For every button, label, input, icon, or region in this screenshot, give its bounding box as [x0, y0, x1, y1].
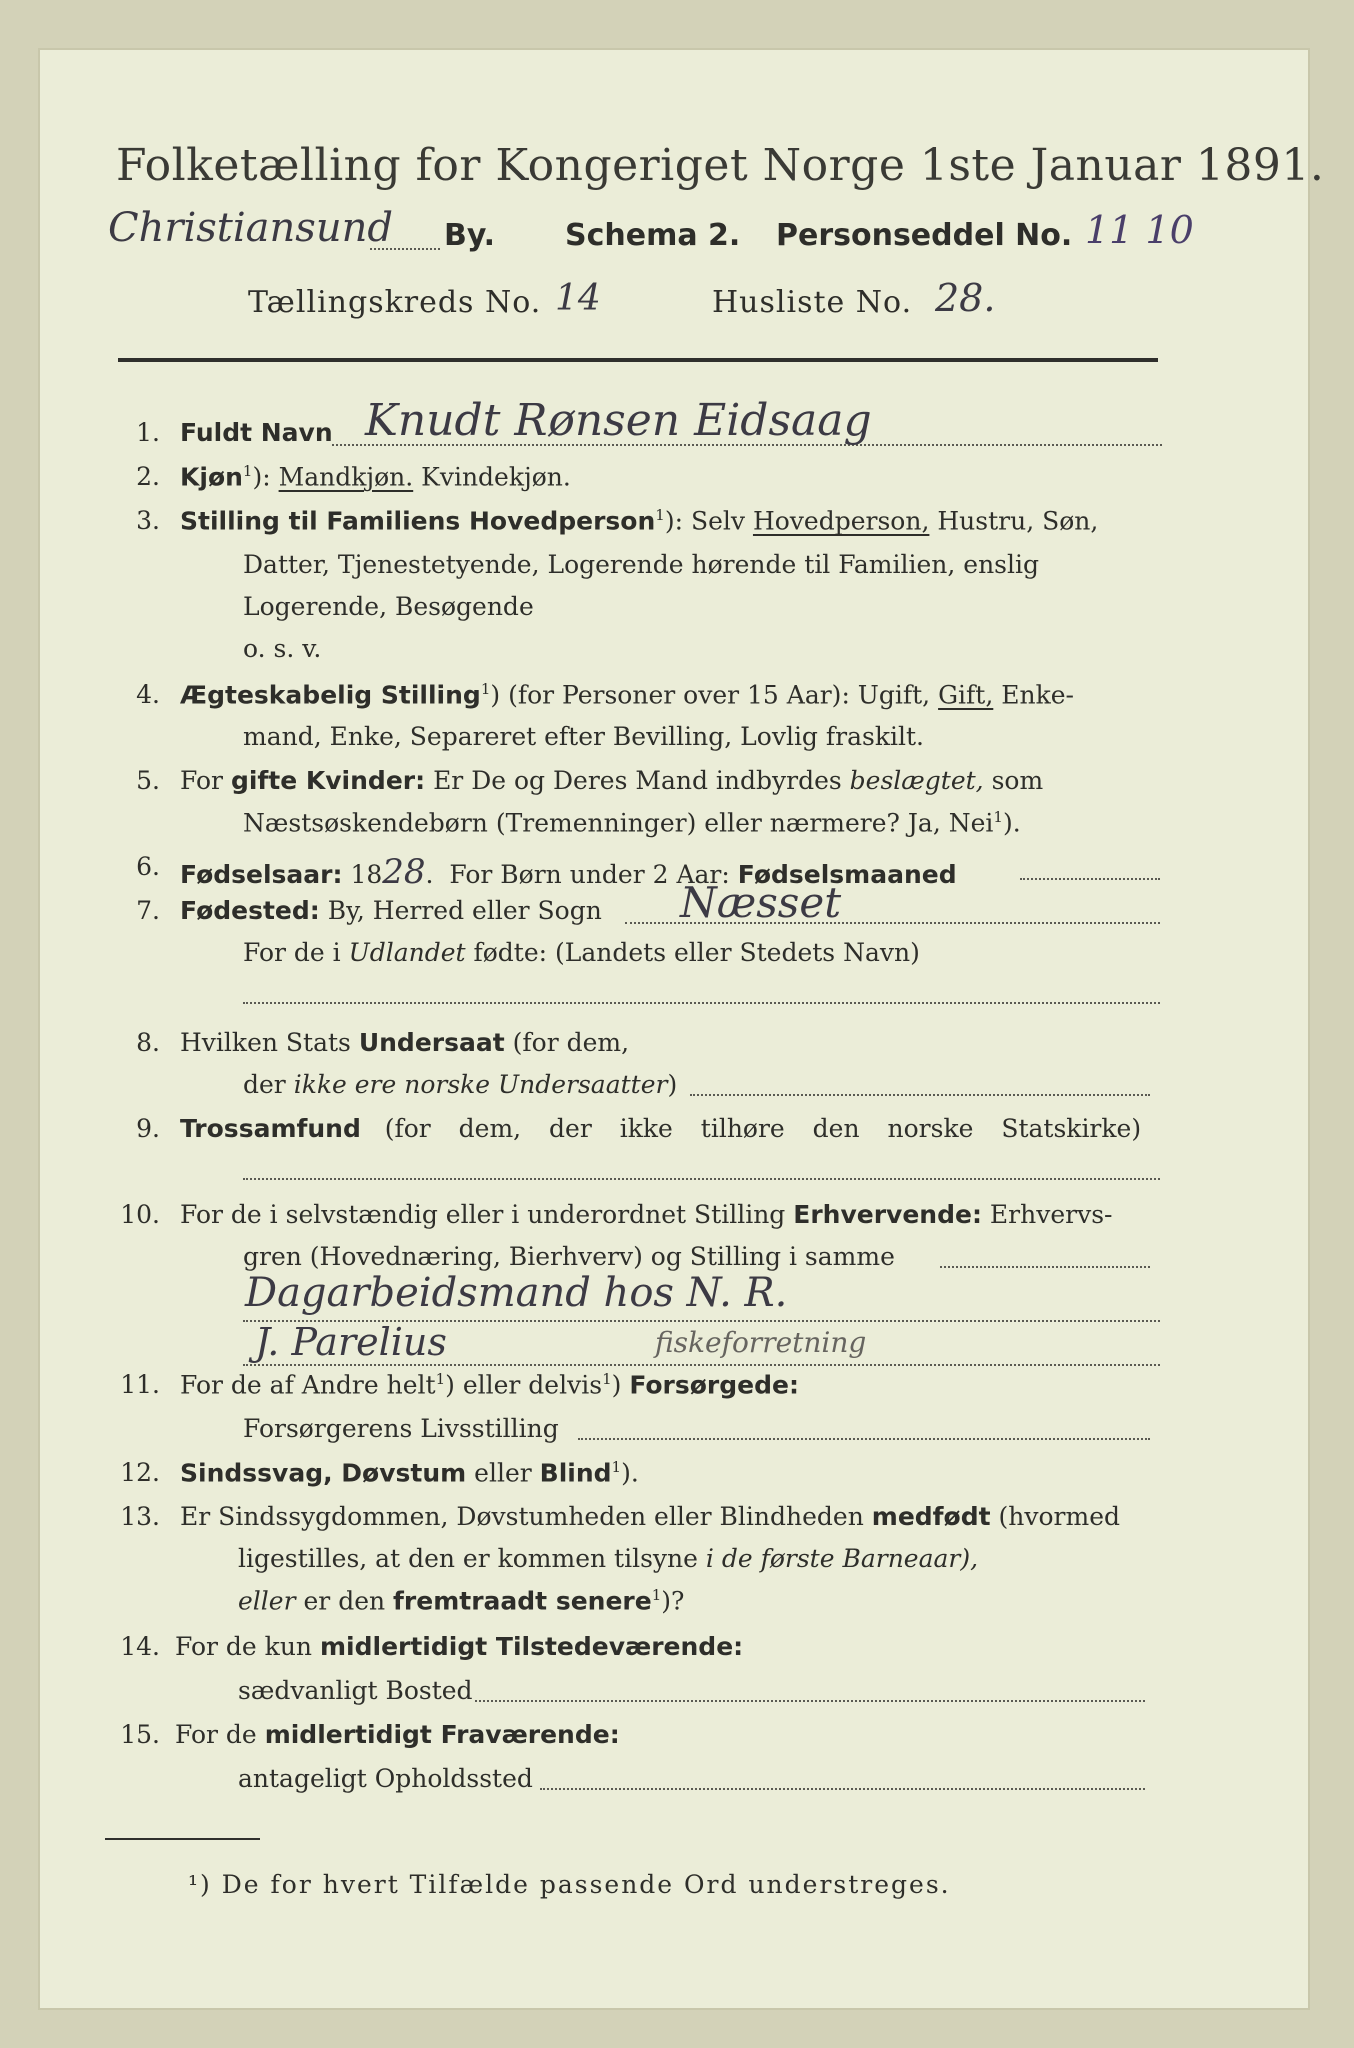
q7-line2: [243, 938, 920, 967]
q13-line1: [180, 1502, 1120, 1531]
q3-text1c: Hustru, Søn,: [937, 506, 1099, 536]
q13-eller: eller: [238, 1586, 296, 1616]
q6-number: 6.: [136, 852, 160, 881]
q7-dotted-line2: [243, 1002, 1160, 1004]
q4-text1a: (for Personer over 15 Aar): Ugift,: [508, 680, 931, 710]
personseddel-value: 11 10: [1085, 208, 1194, 252]
q13-line3: eller er den fremtraadt senere$^1$)?: [238, 1586, 685, 1616]
q10-text1a: For de i selvstændig eller i underordnet Stilling: [180, 1200, 786, 1229]
footnote: [188, 1870, 951, 1899]
q6-year-value: 28: [382, 852, 426, 892]
city-handwritten: Christiansund: [108, 205, 393, 251]
q3-selv: Selv: [690, 506, 745, 536]
q12-label1: Sindssvag, Døvstum: [180, 1458, 467, 1488]
q2-line: Kjøn$^1$): Mandkjøn. Kvindekjøn.: [180, 462, 571, 492]
q10-line2: gren (Hovednæring, Bierhverv) og Stilling i samme: [243, 1242, 895, 1271]
q5-pre: For: [180, 766, 223, 795]
q11-label: Forsørgede:: [629, 1370, 799, 1400]
q13-text3a: er den: [303, 1586, 386, 1616]
q7-udlandet: Udlandet: [348, 938, 466, 967]
q6-dotted-line: [1020, 878, 1160, 880]
q3-line3: Logerende, Besøgende: [243, 592, 534, 621]
q8-text1a: Hvilken Stats: [180, 1028, 351, 1057]
q10-number: 10.: [120, 1200, 160, 1229]
q10-text1b: Erhvervs-: [989, 1200, 1113, 1229]
footnote-text: De for hvert Tilfælde passende Ord understreges.: [221, 1870, 951, 1899]
q14-text1: For de kun: [175, 1632, 313, 1661]
q4-text1c: Enke-: [1001, 680, 1074, 710]
q12-number: 12.: [120, 1458, 160, 1487]
q9-label: Trossamfund: [180, 1114, 361, 1143]
q2-number: 2.: [136, 462, 160, 491]
q8-dotted-line: [690, 1094, 1150, 1096]
footnote-mark: ¹): [188, 1870, 212, 1899]
q5-beslaegtet: beslægtet,: [849, 766, 984, 795]
q8-label: Undersaat: [358, 1028, 505, 1057]
q2-option-mandkjon: Mandkjøn.: [278, 462, 414, 492]
q4-label: Ægteskabelig Stilling: [180, 680, 481, 710]
city-dotted-line: [370, 248, 440, 250]
q7-text: By, Herred eller Sogn: [327, 896, 602, 925]
q10-dotted-line3: [243, 1364, 1160, 1366]
q14-line2: sædvanligt Bosted: [238, 1676, 473, 1705]
q12-label2: Blind: [539, 1458, 612, 1488]
q13-text2a: ligestilles, at den er kommen tilsyne: [238, 1544, 698, 1573]
q11-text1b: eller delvis: [462, 1370, 603, 1400]
q2-option-kvindekjon: Kvindekjøn.: [421, 462, 571, 492]
q11-text1: For de af Andre helt: [180, 1370, 436, 1400]
q3-hovedperson: Hovedperson,: [752, 506, 930, 536]
q15-line1: [175, 1720, 620, 1749]
q7-line1: [180, 896, 602, 925]
form-title: Folketælling for Kongeriget Norge 1ste Januar 1891.: [116, 140, 1325, 191]
q7-number: 7.: [136, 896, 160, 925]
q15-number: 15.: [120, 1720, 160, 1749]
q15-line2: antageligt Opholdssted: [238, 1764, 533, 1793]
q5-number: 5.: [136, 766, 160, 795]
q1-name-value: Knudt Rønsen Eidsaag: [365, 395, 872, 446]
husliste-value: 28.: [935, 276, 996, 320]
q11-line2: Forsørgerens Livsstilling: [243, 1414, 559, 1443]
q10-dotted-line1: [940, 1266, 1150, 1268]
q9-text: (for dem, der ikke tilhøre den norske Statskirke): [384, 1114, 1142, 1143]
q7-text2a: For de i: [243, 938, 341, 967]
q6-line: Fødselsaar: 1828. For Børn under 2 Aar: Fødselsmaaned: [180, 852, 957, 892]
q10-business-value: fiskeforretning: [655, 1326, 867, 1359]
q10-employer-value: J. Parelius: [255, 1320, 447, 1364]
q13-label2: fremtraadt senere: [393, 1586, 652, 1616]
q13-text2i: i de første Barneaar),: [705, 1544, 979, 1573]
personseddel-label: Personseddel No.: [776, 218, 1073, 253]
kreds-value: 14: [555, 278, 601, 319]
q6-text: For Børn under 2 Aar:: [449, 860, 730, 889]
q15-text1: For de: [175, 1720, 257, 1749]
q11-line1: For de af Andre helt$^1$) eller delvis$^1$) Forsørgede:: [180, 1370, 799, 1400]
q14-line1: [175, 1632, 743, 1661]
q8-line2: der ikke ere norske Undersaatter): [243, 1070, 678, 1099]
footnote-rule: [105, 1838, 260, 1840]
q3-line4: o. s. v.: [243, 634, 322, 663]
by-label: By.: [444, 218, 496, 253]
q5-som: som: [991, 766, 1044, 795]
q4-line1: Ægteskabelig Stilling$^1$) (for Personer over 15 Aar): Ugift, Gift, Enke-: [180, 680, 1074, 710]
schema-label: Schema 2.: [565, 218, 741, 253]
q9-line: [180, 1114, 1141, 1143]
q3-line1: Stilling til Familiens Hovedperson$^1$): Selv Hovedperson, Hustru, Søn,: [180, 506, 1099, 536]
q8-text2i: ikke ere norske Undersaatter: [293, 1070, 668, 1099]
q5-line2: Næstsøskendebørn (Tremenninger) eller nærmere? Ja, Nei$^1$).: [243, 808, 1021, 838]
q13-number: 13.: [120, 1502, 160, 1531]
q5-text2: Næstsøskendebørn (Tremenninger) eller nærmere? Ja, Nei: [243, 808, 994, 838]
kreds-label: Tællingskreds No.: [248, 285, 542, 320]
q13-text1b: (hvormed: [998, 1502, 1121, 1531]
q4-gift: Gift,: [938, 680, 994, 710]
q5-line1: [180, 766, 1043, 795]
q6-label2: Fødselsmaaned: [737, 860, 957, 889]
q9-number: 9.: [136, 1114, 160, 1143]
q14-number: 14.: [120, 1632, 160, 1661]
q6-prefix: 18: [350, 860, 383, 889]
q10-label: Erhvervende:: [793, 1200, 982, 1229]
husliste-label: Husliste No.: [712, 285, 913, 320]
q15-label: midlertidigt Fraværende:: [264, 1720, 620, 1749]
q8-line1: [180, 1028, 629, 1057]
q9-dotted-line: [243, 1178, 1160, 1180]
q3-label: Stilling til Familiens Hovedperson: [180, 506, 656, 536]
q12-line: Sindssvag, Døvstum eller Blind$^1$).: [180, 1458, 639, 1488]
q4-line2: mand, Enke, Separeret efter Bevilling, Lovlig fraskilt.: [243, 722, 924, 751]
q14-dotted-line: [475, 1700, 1145, 1702]
q13-label: medfødt: [871, 1502, 991, 1531]
q10-line1: [180, 1200, 1112, 1229]
q6-label: Fødselsaar:: [180, 860, 343, 889]
q4-number: 4.: [136, 680, 160, 709]
q3-number: 3.: [136, 506, 160, 535]
q7-birthplace-value: Næsset: [680, 878, 842, 927]
q1-label: Fuldt Navn: [180, 418, 333, 447]
q13-text1a: Er Sindssygdommen, Døvstumheden eller Blindheden: [180, 1502, 864, 1531]
q8-text2a: der: [243, 1070, 286, 1099]
q11-number: 11.: [120, 1370, 160, 1399]
q3-line2: Datter, Tjenestetyende, Logerende hørende til Familien, enslig: [243, 550, 1040, 579]
q5-text1: Er De og Deres Mand indbyrdes: [433, 766, 842, 795]
q8-text1b: (for dem,: [512, 1028, 630, 1057]
q7-text2b: fødte: (Landets eller Stedets Navn): [473, 938, 920, 967]
q8-number: 8.: [136, 1028, 160, 1057]
q5-label: gifte Kvinder:: [230, 766, 426, 795]
q12-text: eller: [474, 1458, 532, 1488]
q11-dotted-line: [578, 1438, 1150, 1440]
q13-line2: [238, 1544, 978, 1573]
q14-label: midlertidigt Tilstedeværende:: [319, 1632, 744, 1661]
q15-dotted-line: [540, 1788, 1145, 1790]
q10-occupation-value: Dagarbeidsmand hos N. R.: [245, 1270, 788, 1316]
header-rule: [118, 358, 1158, 362]
q1-number: 1.: [136, 418, 160, 447]
q7-label: Fødested:: [180, 896, 320, 925]
q2-label: Kjøn: [180, 462, 243, 492]
